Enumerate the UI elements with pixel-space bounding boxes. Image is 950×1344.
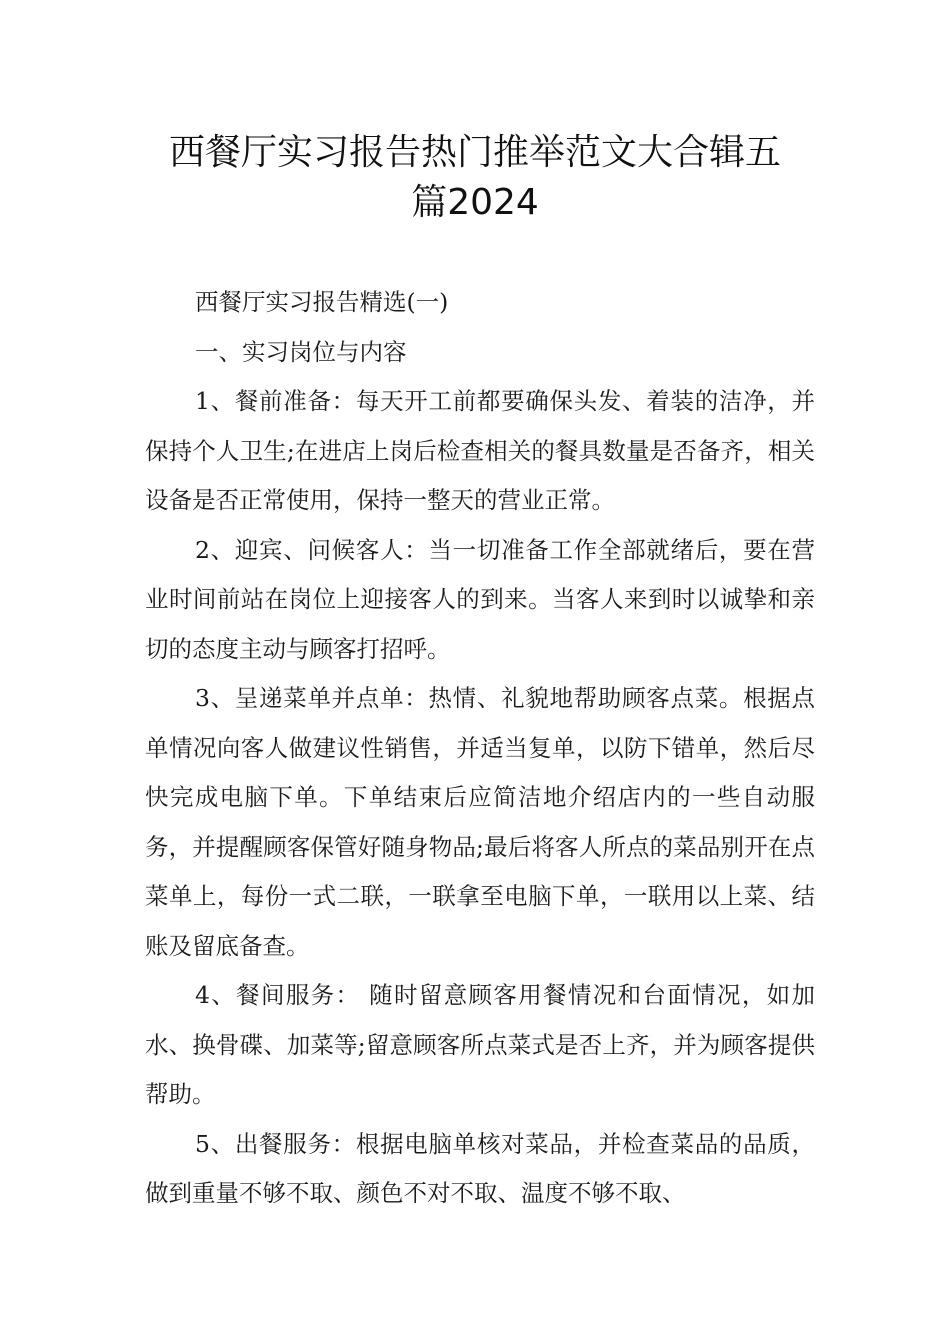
paragraph-item-4: 4、餐间服务： 随时留意顾客用餐情况和台面情况，如加水、换骨碟、加菜等;留意顾客所点菜式是否上齐，并为顾客提供帮助。 [145, 981, 815, 1108]
document-title [120, 128, 830, 228]
title-line-1: 西餐厅实习报告热门推举范文大合辑五 [168, 132, 781, 173]
paragraph-item-5: 5、出餐服务：根据电脑单核对菜品，并检查菜品的品质，做到重量不够不取、颜色不对不取、温度不够不取、 [145, 1129, 815, 1207]
document-body [145, 278, 815, 1219]
paragraph-item-2: 2、迎宾、问候客人：当一切准备工作全部就绪后，要在营业时间前站在岗位上迎接客人的到来。当客人来到时以诚挚和亲切的态度主动与顾客打招呼。 [145, 535, 815, 663]
subsection-heading: 一、实习岗位与内容 [195, 337, 407, 366]
paragraph-item-3: 3、呈递菜单并点单：热情、礼貌地帮助顾客点菜。根据点单情况向客人做建议性销售，并适当复单，以防下错单，然后尽快完成电脑下单。下单结束后应简洁地介绍店内的一些自动服务，并提醒顾客保管好随身物品;最后将客人所点的菜品别开在点菜单上，每份一式二联，一联拿至电脑下单，一联用以上菜、结账及留底备查。 [145, 684, 815, 960]
paragraph-item-1: 1、餐前准备：每天开工前都要确保头发、着装的洁净，并保持个人卫生;在进店上岗后检查相关的餐具数量是否备齐，相关设备是否正常使用，保持一整天的营业正常。 [145, 387, 815, 514]
section-heading: 西餐厅实习报告精选(一) [195, 288, 449, 316]
title-line-2: 篇2024 [411, 182, 539, 223]
